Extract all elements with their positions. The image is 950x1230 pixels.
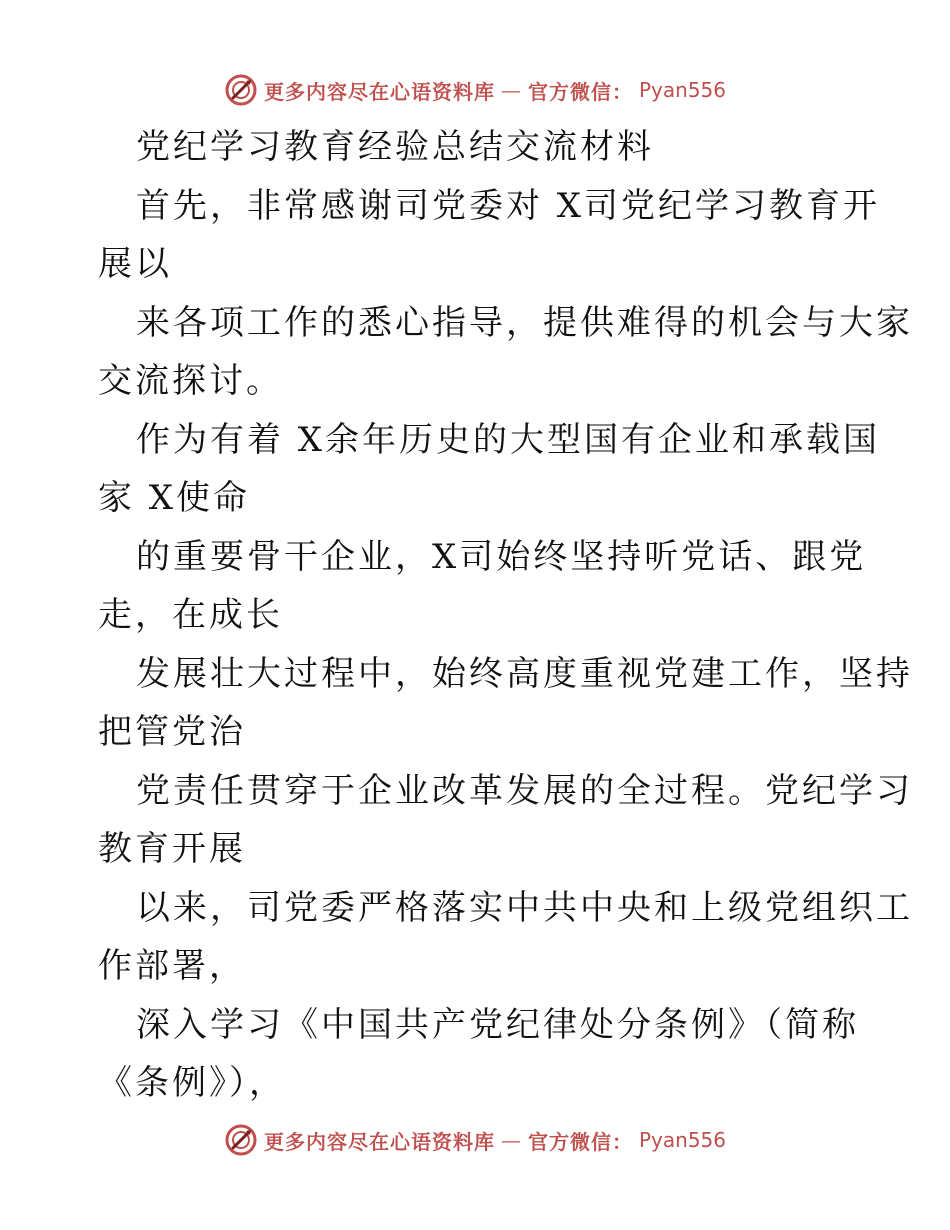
banner-wechat-id: Pyan556 — [638, 78, 726, 102]
document-line: 《条例》）， — [98, 1063, 286, 1103]
document-line: 交流探讨。 — [98, 361, 283, 401]
document-line: 作部署， — [98, 946, 246, 986]
document-line: 展以 — [98, 244, 172, 284]
brand-logo-icon — [224, 73, 258, 107]
footer-banner — [0, 1120, 950, 1160]
document-line: 家 X使命 — [98, 478, 251, 518]
banner-wechat-id: Pyan556 — [638, 1128, 726, 1152]
document-line: 首先，非常感谢司党委对 X司党纪学习教育开 — [136, 185, 881, 226]
document-line: 来各项工作的悉心指导，提供难得的机会与大家 — [136, 302, 913, 343]
banner-wechat-label: 官方微信： — [527, 1129, 633, 1154]
banner-separator: — — [500, 78, 522, 102]
document-line: 发展壮大过程中，始终高度重视党建工作，坚持 — [136, 653, 913, 694]
document-line: 党责任贯穿于企业改革发展的全过程。党纪学习 — [136, 770, 913, 811]
document-line: 深入学习《中国共产党纪律处分条例》（简称 — [136, 1004, 859, 1045]
document-line: 走，在成长 — [98, 595, 283, 635]
document-body — [98, 118, 913, 1113]
document-line: 教育开展 — [98, 829, 246, 869]
banner-separator: — — [500, 1128, 522, 1152]
document-line: 把管党治 — [98, 712, 246, 752]
banner-main-text: 更多内容尽在心语资料库 — [263, 1129, 495, 1154]
header-banner — [0, 70, 950, 110]
document-line: 党纪学习教育经验总结交流材料 — [136, 127, 654, 167]
banner-wechat-label: 官方微信： — [527, 79, 633, 104]
brand-logo-icon — [224, 1123, 258, 1157]
document-line: 以来，司党委严格落实中共中央和上级党组织工 — [136, 887, 913, 928]
document-line: 的重要骨干企业，X司始终坚持听党话、跟党 — [136, 536, 867, 577]
banner-main-text: 更多内容尽在心语资料库 — [263, 79, 495, 104]
document-line: 作为有着 X余年历史的大型国有企业和承载国 — [136, 419, 881, 460]
